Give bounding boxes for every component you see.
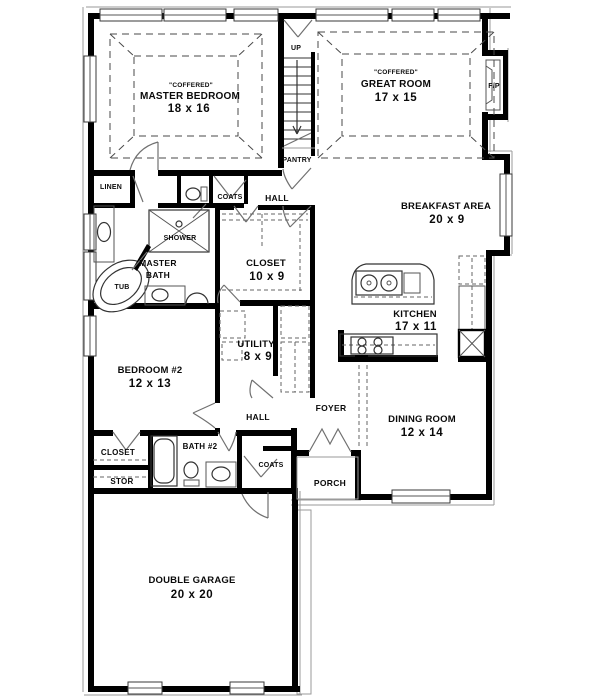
- washer: [220, 311, 245, 338]
- dining-columns: [355, 355, 368, 447]
- sink: [152, 289, 168, 301]
- coats-upper-label: COATS: [217, 194, 243, 201]
- great-room-label: GREAT ROOM: [360, 79, 432, 90]
- window: [84, 56, 96, 122]
- cabinet: [281, 306, 309, 338]
- sink-bowl: [381, 275, 397, 291]
- stairs: [282, 20, 315, 189]
- window: [100, 9, 162, 21]
- vanity: [94, 206, 114, 262]
- master-bath-label-2: BATH: [145, 270, 171, 280]
- vanity: [145, 286, 185, 305]
- sidewalk: [297, 510, 311, 694]
- hall-lower-label: HALL: [246, 412, 270, 422]
- exterior-walls: [88, 13, 510, 692]
- pantry-door: [283, 168, 311, 189]
- garage-entry-door: [242, 492, 268, 518]
- stair-top-door: [284, 20, 312, 37]
- bedroom2-label: BEDROOM #2: [117, 365, 183, 376]
- breakfast-area-label: BREAKFAST AREA: [400, 201, 492, 212]
- utility-label: UTILITY: [237, 339, 275, 350]
- dining-room-dims: 12 x 14: [400, 427, 444, 439]
- bath2-label: BATH #2: [182, 442, 218, 451]
- fireplace-label: F/P: [488, 83, 500, 90]
- dining-room-label: DINING ROOM: [388, 414, 456, 425]
- refrigerator: [459, 330, 485, 357]
- window: [234, 9, 278, 21]
- master-bedroom-label: MASTER BEDROOM: [139, 91, 241, 102]
- bedroom2-door: [193, 403, 215, 428]
- pedestal: [186, 293, 208, 304]
- kitchen-island: [352, 264, 434, 304]
- master-bath-label-1: MASTER: [139, 258, 177, 268]
- utility-dims: 8 x 9: [243, 351, 273, 363]
- window: [84, 316, 96, 356]
- stor-label: STOR: [110, 477, 134, 486]
- coats-lower-label: COATS: [258, 462, 284, 469]
- master-bedroom-note: "COFFERED": [169, 82, 213, 89]
- room-labels: [118, 69, 491, 601]
- master-bedroom-door: [130, 142, 158, 170]
- toilet: [186, 187, 207, 201]
- window: [438, 9, 480, 21]
- window: [230, 682, 264, 694]
- great-room-note: "COFFERED": [374, 69, 418, 76]
- window: [164, 9, 226, 21]
- great-room-dims: 17 x 15: [374, 92, 418, 104]
- double-garage-label: DOUBLE GARAGE: [148, 575, 236, 586]
- front-double-door: [309, 429, 351, 452]
- kitchen-label: KITCHEN: [393, 309, 437, 320]
- fireplace: [482, 50, 508, 120]
- porch-label: PORCH: [313, 478, 347, 488]
- tub-label: TUB: [114, 284, 130, 291]
- window: [500, 174, 512, 236]
- bath2-door: [218, 432, 236, 451]
- master-bedroom-dims: 18 x 16: [167, 103, 211, 115]
- up-label: UP: [290, 45, 302, 52]
- window: [316, 9, 388, 21]
- utility-door: [250, 380, 273, 398]
- foyer-label: FOYER: [315, 403, 347, 413]
- hall-upper-label: HALL: [265, 193, 289, 203]
- sink-bowl: [361, 275, 377, 291]
- double-garage-dims: 20 x 20: [170, 589, 214, 601]
- stair-direction-arrow: [293, 60, 301, 134]
- sink: [98, 223, 111, 242]
- linen-label: LINEN: [100, 184, 122, 191]
- master-closet-label: CLOSET: [246, 258, 286, 269]
- sink: [212, 467, 230, 481]
- breakfast-area-dims: 20 x 9: [429, 214, 465, 226]
- bedroom2-dims: 12 x 13: [128, 378, 172, 390]
- window: [392, 490, 450, 503]
- closet-bedroom2-label: CLOSET: [100, 448, 136, 457]
- shower-label: SHOWER: [163, 235, 197, 242]
- window: [128, 682, 162, 694]
- vanity: [206, 462, 236, 487]
- kitchen-fixtures: [340, 256, 485, 357]
- window: [392, 9, 434, 21]
- kitchen-dims: 17 x 11: [395, 321, 437, 333]
- pantry-label: PANTRY: [282, 157, 312, 164]
- closet-bath-door: [218, 285, 240, 303]
- master-closet-dims: 10 x 9: [249, 271, 285, 283]
- toilet: [184, 462, 199, 486]
- island-sink-counter: [356, 271, 402, 295]
